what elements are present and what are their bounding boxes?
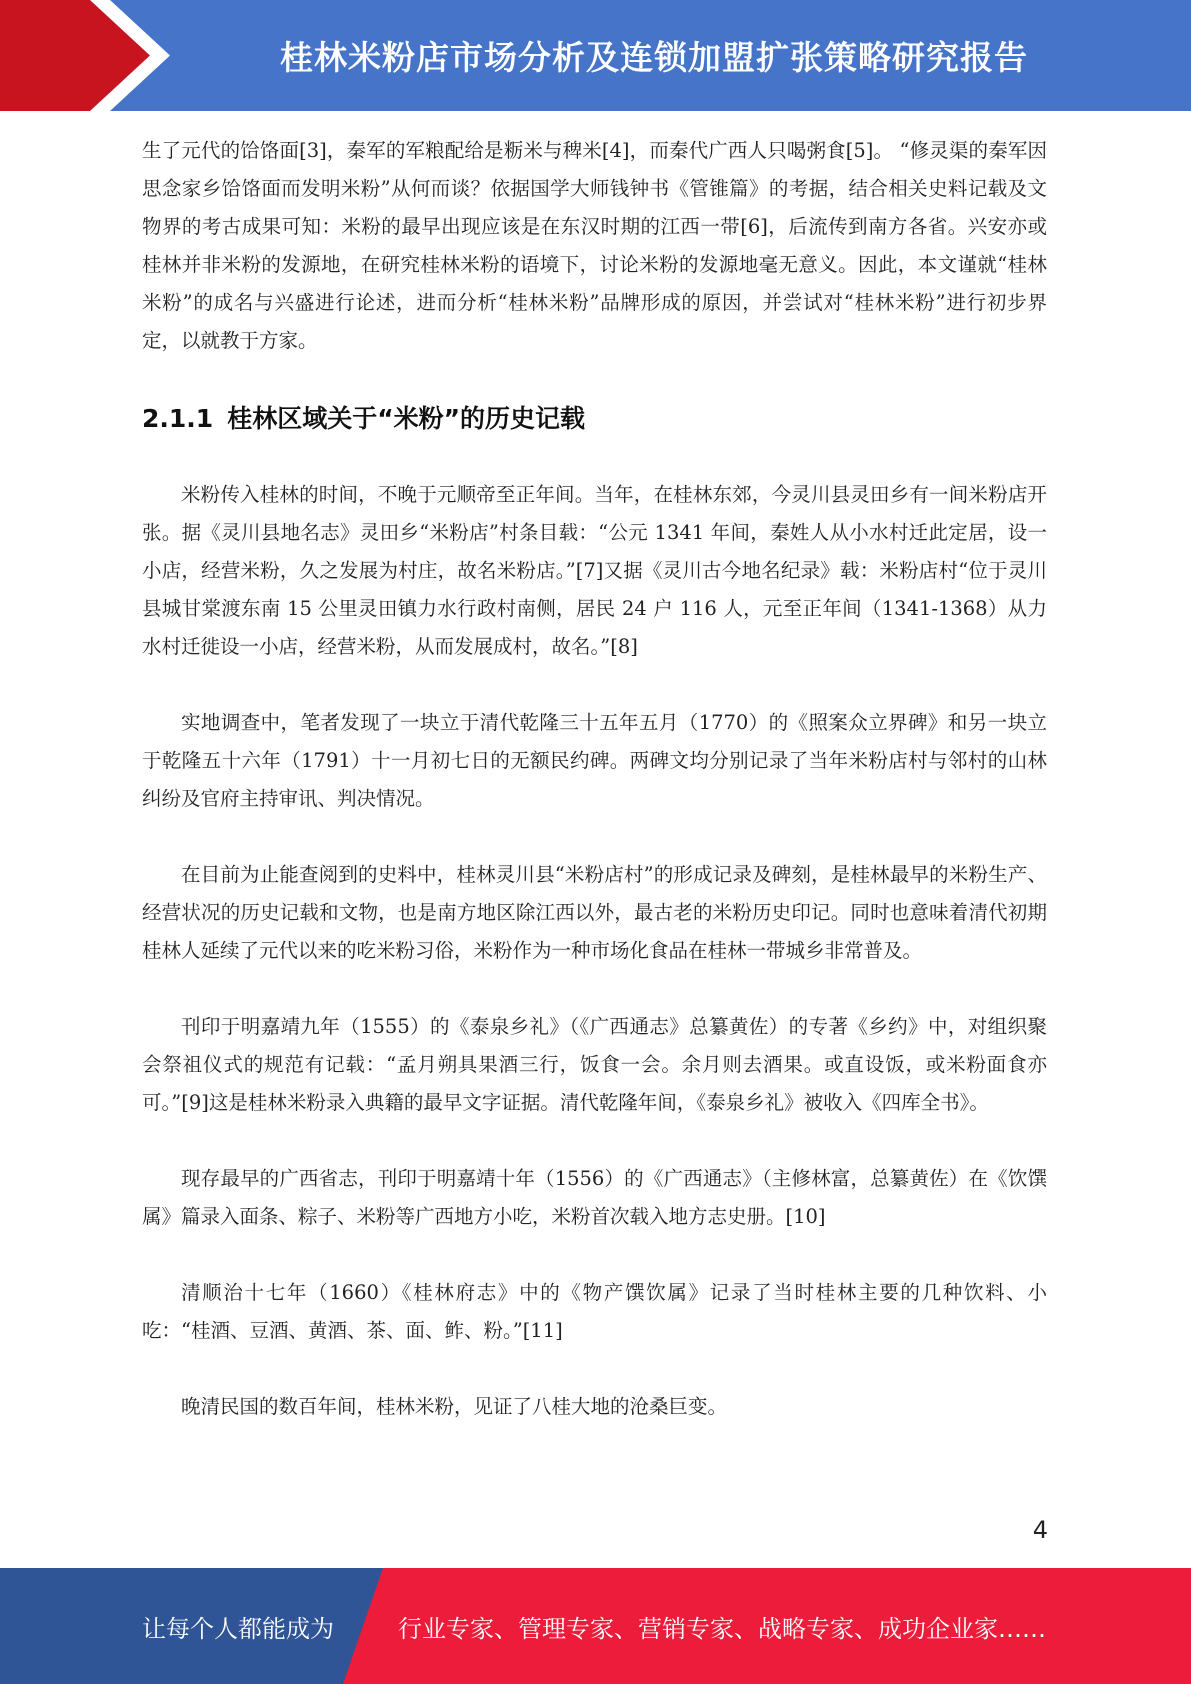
paragraph: 在目前为止能查阅到的史料中，桂林灵川县“米粉店村”的形成记录及碑刻，是桂林最早的米粉生产、经营状况的历史记载和文物，也是南方地区除江西以外，最古老的米粉历史印记。同时也意味着清代初期桂林人延续了元代以来的吃米粉习俗，米粉作为一种市场化食品在桂林一带城乡非常普及。 bbox=[142, 863, 1047, 962]
document-body bbox=[142, 132, 1047, 1426]
footer-slogan-left: 让每个人都能成为 bbox=[142, 1614, 334, 1643]
section-title: 桂林区域关于“米粉”的历史记载 bbox=[227, 404, 586, 433]
paragraph: 晚清民国的数百年间，桂林米粉，见证了八桂大地的沧桑巨变。 bbox=[181, 1395, 728, 1418]
section-heading bbox=[142, 400, 1047, 438]
paragraph: 实地调查中，笔者发现了一块立于清代乾隆三十五年五月（1770）的《照案众立界碑》和另一块立于乾隆五十六年（1791）十一月初七日的无额民约碑。两碑文均分别记录了当年米粉店村与邻村的山林纠纷及官府主持审讯、判决情况。 bbox=[142, 711, 1047, 810]
paragraph: 清顺治十七年（1660）《桂林府志》中的《物产馔饮属》记录了当时桂林主要的几种饮料、小吃：“桂酒、豆酒、黄酒、茶、面、鲊、粉。”[11] bbox=[142, 1281, 1047, 1342]
page-footer bbox=[0, 1568, 1191, 1684]
paragraph: 现存最早的广西省志，刊印于明嘉靖十年（1556）的《广西通志》（主修林富，总纂黄佐）在《饮馔属》篇录入面条、粽子、米粉等广西地方小吃，米粉首次载入地方志史册。[10] bbox=[142, 1167, 1047, 1228]
intro-paragraph: 生了元代的饸饹面[3]，秦军的军粮配给是粝米与稗米[4]，而秦代广西人只喝粥食[5]。 “修灵渠的秦军因思念家乡饸饹面而发明米粉”从何而谈？依据国学大师钱钟书《管锥篇》的考据，结合相关史料记载及文物界的考古成果可知：米粉的最早出现应该是在东汉时期的江西一带[6]，后流传到南方各省。兴安亦或桂林并非米粉的发源地，在研究桂林米粉的语境下，讨论米粉的发源地毫无意义。因此，本文谨就“桂林米粉”的成名与兴盛进行论述，进而分析“桂林米粉”品牌形成的原因，并尝试对“桂林米粉”进行初步界定，以就教于方家。 bbox=[142, 139, 1047, 352]
paragraph: 米粉传入桂林的时间，不晚于元顺帝至正年间。当年，在桂林东郊，今灵川县灵田乡有一间米粉店开张。据《灵川县地名志》灵田乡“米粉店”村条目载：“公元 1341 年间，秦姓人从小水村迁此定居，设一小店，经营米粉，久之发展为村庄，故名米粉店。”[7]又据《灵川古今地名纪录》载：米粉店村“位于灵川县城甘棠渡东南 15 公里灵田镇力水行政村南侧，居民 24 户 116 人，元至正年间（1341-1368）从力水村迁徙设一小店，经营米粉，从而发展成村，故名。”[8] bbox=[142, 483, 1047, 658]
page-number: 4 bbox=[1032, 1516, 1048, 1544]
paragraph: 刊印于明嘉靖九年（1555）的《泰泉乡礼》（《广西通志》总纂黄佐）的专著《乡约》中，对组织聚会祭祖仪式的规范有记载：“孟月朔具果酒三行，饭食一会。余月则去酒果。或直设饭，或米粉面食亦可。”[9]这是桂林米粉录入典籍的最早文字证据。清代乾隆年间，《泰泉乡礼》被收入《四库全书》。 bbox=[142, 1015, 1047, 1114]
report-title: 桂林米粉店市场分析及连锁加盟扩张策略研究报告 bbox=[280, 38, 1028, 77]
page-header bbox=[0, 0, 1191, 111]
footer-slogan-right: 行业专家、管理专家、营销专家、战略专家、成功企业家…… bbox=[398, 1614, 1046, 1643]
section-number: 2.1.1 bbox=[142, 404, 214, 433]
